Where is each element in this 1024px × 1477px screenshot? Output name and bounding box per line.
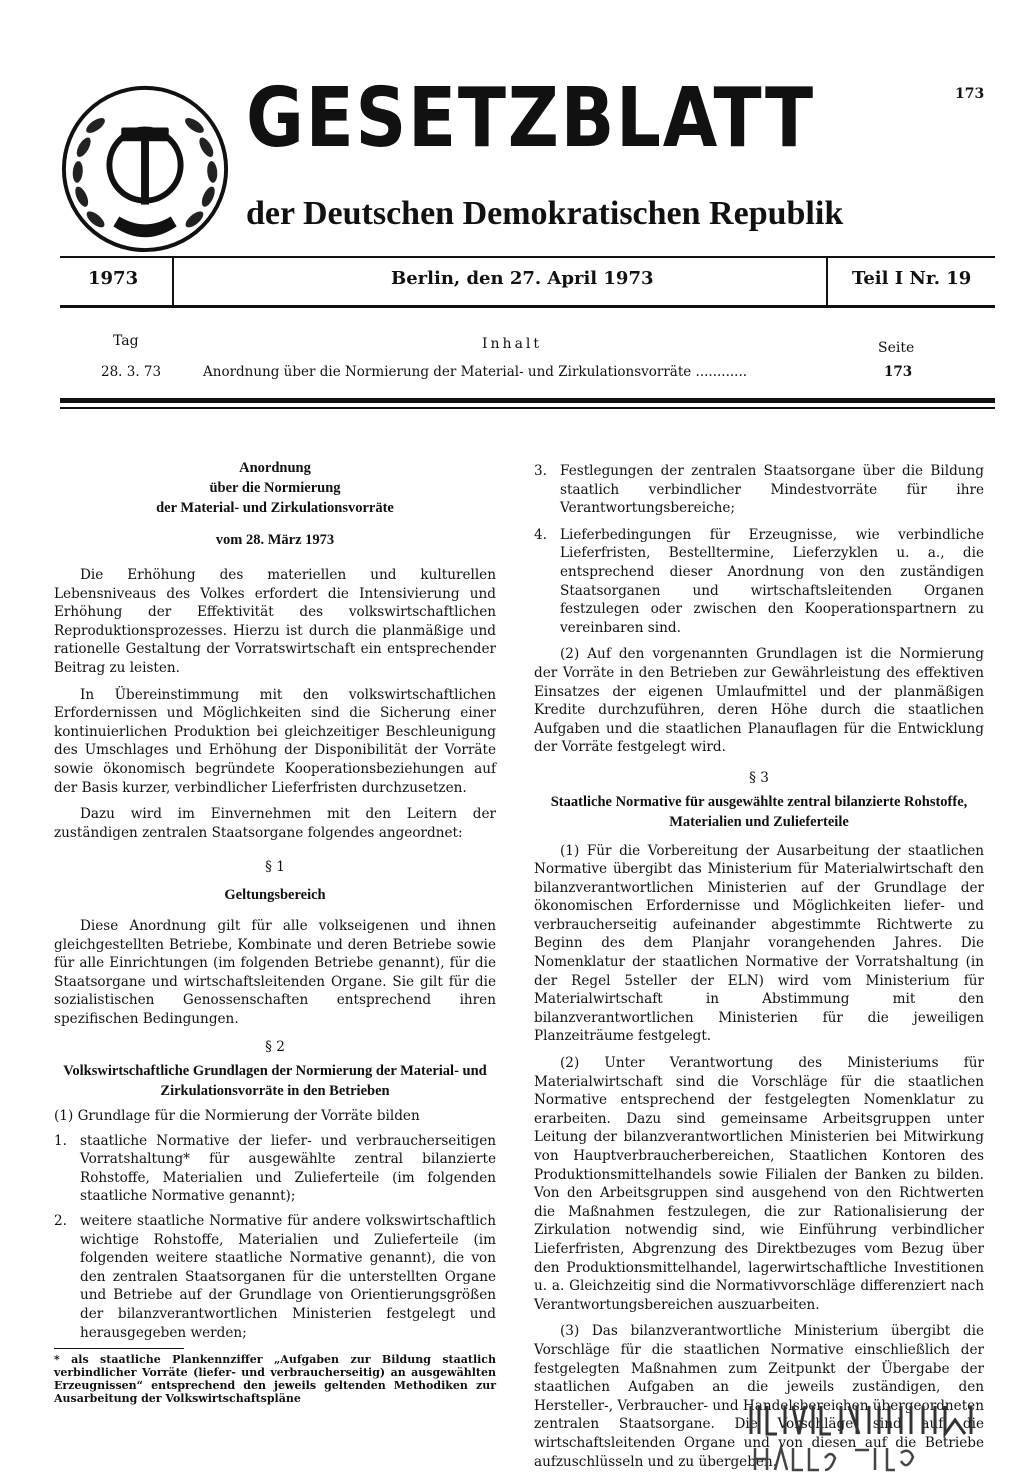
left-column <box>54 458 496 1405</box>
gazette-title: GESETZBLATT <box>246 71 815 166</box>
list-item-text: Festlegungen der zentralen Staatsorgane über die Bildung staatlich verbindlicher Mindestvorräte für ihre Verantwortungsbereiche; <box>560 463 984 517</box>
list-item <box>534 526 984 638</box>
document-title-line: der Material- und Zirkulationsvorräte <box>156 500 394 516</box>
section-1-text: Diese Anordnung gilt für alle volkseigenen und ihnen gleichgestellten Betriebe, Kombinate und deren Betriebe sowie für alle Einrichtungen (im folgenden Betriebe genannt), für die Staatsorgane und wirtschaftsleitenden Organe. Sie gilt für die sozialistischen Genossenschaften entsprechend ihren spezifischen Bedingungen. <box>54 917 496 1027</box>
page-number: 173 <box>955 86 985 102</box>
section-2-paragraph-2: (2) Auf den vorgenannten Grundlagen ist die Normierung der Vorräte in den Betrieben zur Gewährleistung des effektiven Einsatzes der eigenen Umlaufmittel und der planmäßigen Kredite durchzuführen, deren Höhe durch die staatlichen Aufgaben und die staatlichen Planauflagen für die Entwicklung der Vorräte festgelegt wird. <box>534 646 984 756</box>
preamble-paragraph: Dazu wird im Einvernehmen mit den Leitern der zuständigen zentralen Staatsorgane folgendes angeordnet: <box>54 806 496 841</box>
issue-year: 1973 <box>88 268 139 289</box>
section-1-number: § 1 <box>265 859 285 876</box>
footnote: * als staatliche Plankennziffer „Aufgaben zur Bildung staatlich verbindlicher Vorräte (liefer- und verbraucherseitig) an ausgewählten Erzeugnissen“ entsprechend den jeweils geltenden Methodiken zur Ausarbeitung der Volkswirtschaftspläne <box>54 1353 496 1406</box>
gdr-emblem-icon <box>56 78 234 256</box>
list-item-number: 3. <box>534 463 547 479</box>
section-3-number: § 3 <box>749 769 769 786</box>
document-date: vom 28. März 1973 <box>215 532 335 548</box>
issue-date: Berlin, den 27. April 1973 <box>391 268 654 289</box>
section-2-intro: (1) Grundlage für die Normierung der Vorräte bilden <box>54 1108 420 1125</box>
section-3-paragraph: (2) Unter Verantwortung des Ministeriums für Materialwirtschaft sind die Vorschläge für die staatlichen Normative entsprechend der festgelegten Nomenklatur zu erarbeiten. Dazu sind gemeinsame Arbeitsgruppen unter Leitung der bilanzverantwortlichen Ministerien bei Mitwirkung von Hauptverbraucherbereichen, Staatlichen Kontoren des Produktionsmittelhandels sowie Filialen der Banken zu bilden. Von den Arbeitsgruppen sind ausgehend von den Richtwerten die Maßnahmen festzulegen, die zur Rationalisierung der Zirkulation notwendig sind, wie Einführung verbindlicher Lieferfristen, Abgrenzung des Direktbezuges vom Bezug über den Produktionsmittelhandel, lagerwirtschaftliche Investitionen u. a. Gleichzeitig sind die Normativvorschläge differenziert nach Verantwortungsbereichen auszuarbeiten. <box>534 1055 984 1313</box>
contents-heading: Inhalt <box>482 336 543 352</box>
section-3-title: Staatliche Normative für ausgewählte zentral bilanzierte Rohstoffe, Materialien und Zulieferteile <box>550 793 968 830</box>
list-item <box>54 1212 496 1342</box>
info-bar-divider <box>826 258 828 305</box>
contents-day-header: Tag <box>113 333 139 349</box>
contents-rule-thick <box>60 398 995 403</box>
preamble-paragraph: Die Erhöhung des materiellen und kulturellen Lebensniveaus des Volkes erfordert die Intensivierung und Erhöhung der Effektivität des volkswirtschaftlichen Reproduktionsprozesses. Hierzu ist durch die planmäßige und rationelle Gestaltung der Vorratswirtschaft ein entsprechender Beitrag zu leisten. <box>54 567 496 676</box>
contents-row-title: Anordnung über die Normierung der Material- und Zirkulationsvorräte ............ <box>203 364 748 380</box>
gazette-subtitle: der Deutschen Demokratischen Republik <box>246 195 844 232</box>
footnote-rule <box>54 1348 184 1349</box>
document-title <box>54 458 496 518</box>
section-3-paragraph: (3) Das bilanzverantwortliche Ministerium übergibt die Vorschläge für die staatlichen Normative einschließlich der festgelegten Maßnahmen zum Zeitpunkt der Übergabe der staatlichen Aufgaben an die jeweils zuständigen, den Hersteller-, Verbraucher- und Handelsbereichen übergeordneten zentralen Staatsorgane. Die Vorschläge sind auf die wirtschaftsleitenden Organe und von diesen auf die Betriebe aufzuschlüsseln und zu übergeben. <box>534 1323 984 1470</box>
list-item-number: 1. <box>54 1132 67 1149</box>
section-2-number: § 2 <box>265 1039 285 1056</box>
list-item-number: 4. <box>534 526 547 543</box>
info-bar-top-rule <box>60 256 995 258</box>
list-item-text: staatliche Normative der liefer- und verbraucherseitigen Vorratshaltung* für ausgewählte zentral bilanzierte Rohstoffe, Materialien und Zulieferteile (im folgenden staatliche Normative genannt); <box>80 1132 496 1205</box>
section-1-title: Geltungsbereich <box>224 886 326 903</box>
list-item-number: 2. <box>54 1213 67 1230</box>
list-item <box>54 1132 496 1206</box>
section-2-title: Volkswirtschaftliche Grundlagen der Normierung der Material- und Zirkulationsvorräte in den Betrieben <box>63 1063 487 1100</box>
right-column <box>534 462 984 1471</box>
document-title-line: Anordnung <box>239 460 311 476</box>
library-stamp-icon <box>745 1398 985 1473</box>
info-bar-bottom-rule <box>60 305 995 308</box>
info-bar-divider <box>172 258 174 305</box>
contents-page-header: Seite <box>878 340 915 356</box>
list-item-text: Lieferbedingungen für Erzeugnisse, wie verbindliche Lieferfristen, Bestelltermine, Lieferzyklen u. a., die entsprechend dieser Anordnung von den zuständigen Staatsorganen und wirtschaftsleitenden Organen festzulegen oder zwischen den Kooperationspartnern zu vereinbaren sind. <box>560 526 984 636</box>
issue-part-number: Teil I Nr. 19 <box>852 268 972 289</box>
document-title-line: über die Normierung <box>209 480 341 496</box>
preamble-paragraph: In Übereinstimmung mit den volkswirtschaftlichen Erfordernissen und Möglichkeiten sind die Sicherung einer kontinuierlichen Produktion bei gleichzeitiger Beschleunigung des Umschlages und Erhöhung der Disponibilität der Vorräte sowie ökonomisch begründete Kooperationsbeziehungen auf der Basis kurzer, verbindlicher Lieferfristen durchzusetzen. <box>54 686 496 796</box>
contents-row-date: 28. 3. 73 <box>101 364 162 380</box>
contents-rule-thin <box>60 407 995 409</box>
contents-row-page: 173 <box>884 364 913 380</box>
section-3-paragraph: (1) Für die Vorbereitung der Ausarbeitung der staatlichen Normative übergibt das Ministerium für Materialwirtschaft den bilanzverantwortlichen Ministerien auf der Grundlage der ökonomischen Erfordernisse und Möglichkeiten liefer- und verbraucherseitig aufeinander abgestimmte Richtwerte zu Beginn des dem Planjahr vorangehenden Jahres. Die Nomenklatur der staatlichen Normative der Vorratshaltung (in der Regel 5steller der ELN) wird vom Ministerium für Materialwirtschaft in Abstimmung mit den bilanzverantwortlichen Ministerien für die jeweiligen Planzeiträume festgelegt. <box>534 842 984 1045</box>
list-item <box>534 462 984 518</box>
list-item-text: weitere staatliche Normative für andere volkswirtschaftlich wichtige Rohstoffe, Materialien und Zulieferteile (im folgenden weitere staatliche Normative genannt), die von den zentralen Staatsorganen für die unterstellten Organe und Betriebe auf der Grundlage von Orientierungsgrößen der bilanzverantwortlichen Ministerien festgelegt und herausgegeben werden; <box>80 1213 496 1341</box>
